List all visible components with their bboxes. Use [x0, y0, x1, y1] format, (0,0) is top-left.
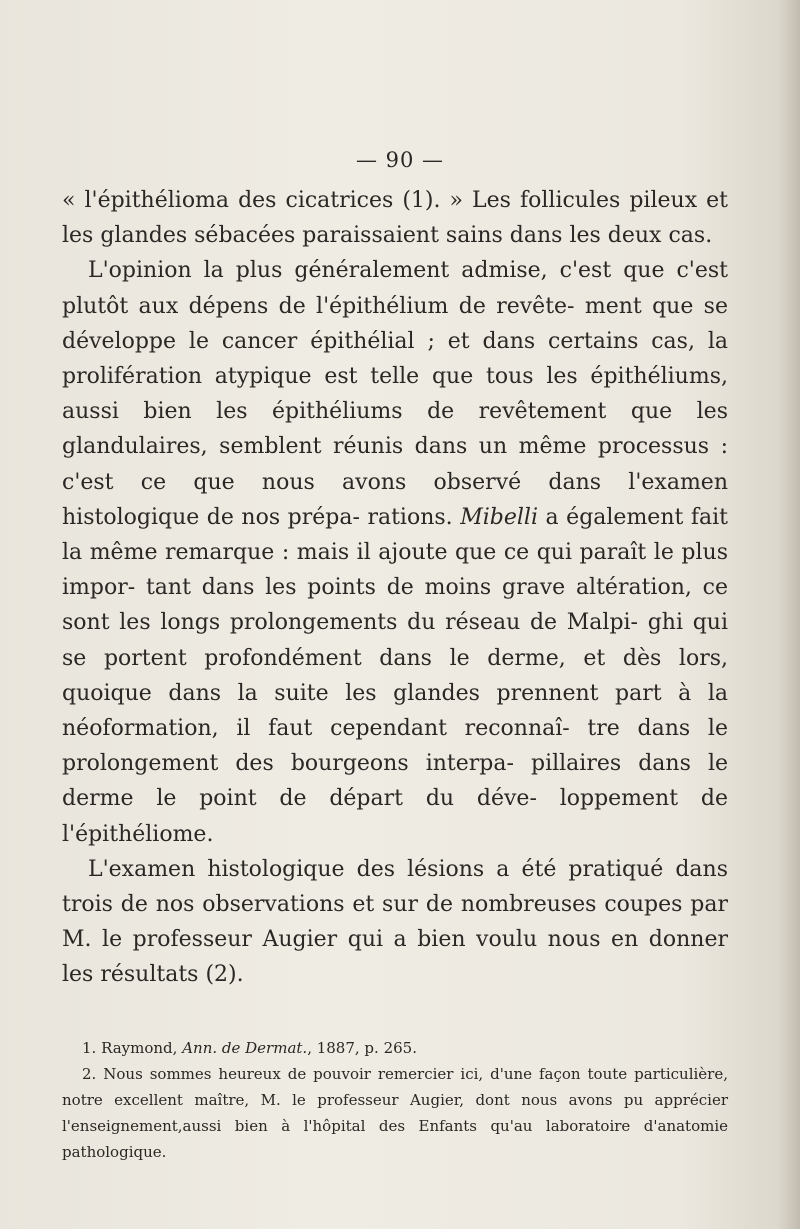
- paragraph-2: [62, 253, 728, 851]
- footnote-1: [62, 1035, 728, 1061]
- body-text: [62, 183, 728, 993]
- paragraph-2-text-b: a également fait la même remarque : mais il ajoute que ce qui paraît le plus impor- tant dans les points de moins grave altération, ce sont les longs prolongements du réseau de Malpi- ghi qui se portent profondément dans le derme, et dès lors, quoique dans la suite les glandes prennent part à la néoformation, il faut cependant reconnaî- tre dans le prolongement des bourgeons interpa- pillaires dans le derme le point de départ du déve- loppement de l'épithéliome.: [62, 504, 729, 847]
- footnote-1-text-a: 1. Raymond,: [82, 1039, 183, 1057]
- author-name-mibelli: Mibelli: [460, 504, 538, 530]
- paragraph-1: « l'épithélioma des cicatrices (1). » Les follicules pileux et les glandes sébacées paraissaient sains dans les deux cas.: [62, 188, 728, 249]
- page-number: — 90 —: [355, 148, 445, 172]
- footnote-1-journal: Ann. de Dermat.: [182, 1039, 308, 1057]
- paragraph-2-text-a: L'opinion la plus généralement admise, c'est que c'est plutôt aux dépens de l'épithélium de revête- ment que se développe le cancer épithélial ; et dans certains cas, la prolifération atypique est telle que tous les épithéliums, aussi bien les épithéliums de revêtement que les glandulaires, semblent réunis dans un même processus : c'est ce que nous avons observé dans l'examen histologique de nos prépa- rations.: [62, 258, 728, 530]
- footnotes: [62, 1035, 728, 1165]
- page-edge-shadow: [778, 0, 800, 1229]
- paragraph-3: L'examen histologique des lésions a été pratiqué dans trois de nos observations et sur de nombreuses coupes par M. le professeur Augier qui a bien voulu nous en donner les résultats (2).: [62, 856, 728, 988]
- footnote-1-text-b: , 1887, p. 265.: [307, 1039, 417, 1057]
- footnote-2: 2. Nous sommes heureux de pouvoir remercier ici, d'une façon toute particulière, notre excellent maître, M. le professeur Augier, dont nous avons pu apprécier l'enseignement,aussi bien à l'hôpital des Enfants qu'au laboratoire d'anatomie pathologique.: [62, 1065, 728, 1161]
